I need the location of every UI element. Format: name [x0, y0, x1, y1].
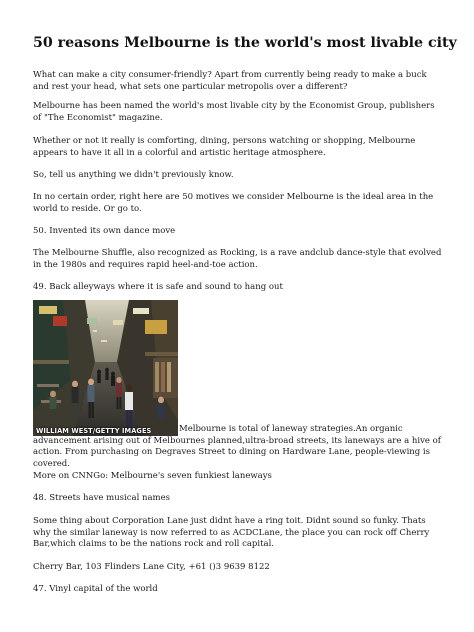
paragraph-laneways: Melbourne is total of laneway strategies.An organic advancement arising out of Melbournes planned,ultra-broad streets, its laneways are a hive of action. From purchasing on Degraves Street to dining on Hardware Lane, people-viewing is covered.	[33, 424, 441, 469]
paragraph-atmosphere: Whether or not it really is comforting, dining, persons watching or shopping, Melbourne appears to have it all in a colorful and artistic heritage atmosphere.	[33, 136, 416, 158]
paragraph-acdc-lane: Some thing about Corporation Lane just didnt have a ring toit. Didnt sound so funky. Thats why the similar laneway is now referred to as ACDCLane, the place you can rock off Cherry Bar,which claims to be the nations rock and roll capital.	[33, 516, 430, 550]
paragraph-cherry-bar-address: Cherry Bar, 103 Flinders Lane City, +61 ()3 9639 8122	[33, 562, 270, 572]
paragraph-cnngo-link: More on CNNGo: Melbourne's seven funkiest laneways	[33, 471, 272, 481]
article-title: 50 reasons Melbourne is the world's most livable city	[33, 35, 457, 51]
heading-item-50: 50. Invented its own dance move	[33, 226, 176, 236]
laneway-photo	[33, 300, 178, 436]
heading-item-49: 49. Back alleyways where it is safe and sound to hang out	[33, 282, 283, 292]
laneway-photo-block	[33, 300, 445, 469]
paragraph-fifty-motives: In no certain order, right here are 50 motives we consider Melbourne is the ideal area in the world to reside. Or go to.	[33, 192, 434, 214]
heading-item-47: 47. Vinyl capital of the world	[33, 584, 158, 594]
paragraph-tell-us: So, tell us anything we didn't previously know.	[33, 170, 234, 180]
paragraph-economist: Melbourne has been named the world's most livable city by the Economist Group, publishers of "The Economist" magazine.	[33, 101, 435, 123]
paragraph-intro: What can make a city consumer-friendly? Apart from currently being ready to make a buck and rest your head, what sets one particular metropolis over a different?	[33, 70, 427, 92]
paragraph-shuffle: The Melbourne Shuffle, also recognized as Rocking, is a rave andclub dance-style that evolved in the 1980s and requires rapid heel-and-toe action.	[33, 248, 442, 270]
laneway-photo-image	[33, 300, 178, 436]
photo-credit: WILLIAM WEST/GETTY IMAGES	[36, 427, 152, 435]
heading-item-48: 48. Streets have musical names	[33, 493, 170, 503]
